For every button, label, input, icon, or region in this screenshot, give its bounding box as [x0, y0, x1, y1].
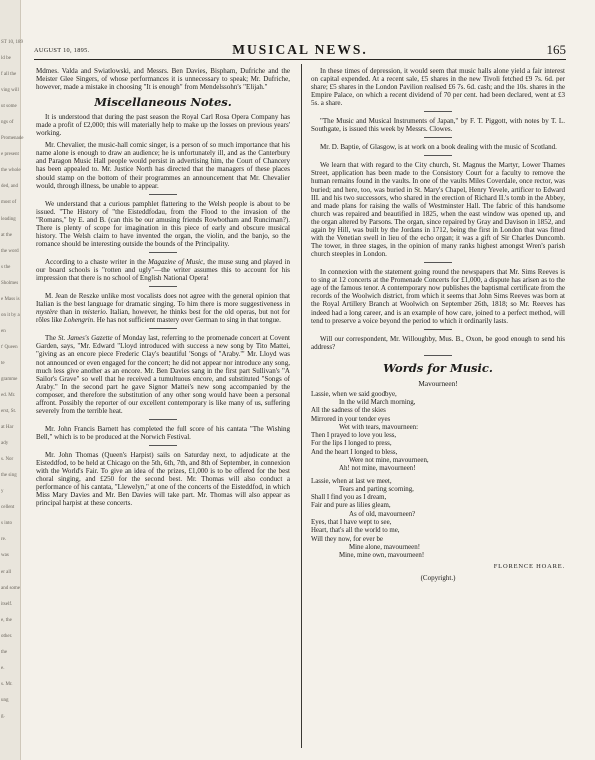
adjacent-page-edge	[0, 0, 24, 760]
edge-fragment: the whole	[1, 168, 21, 174]
divider	[424, 111, 452, 112]
edge-fragment: s. Mr.	[1, 681, 13, 687]
note-magazine-of-music: According to a chaste writer in the Magazine of Music, the muse sung and played in our board schools is "rotten and ugly"—the writer assumes this to account for his impression that there is no school of English National Opera!	[36, 257, 290, 283]
divider	[424, 155, 452, 156]
poem-line: Mirrored in your tender eyes	[311, 415, 391, 423]
edge-fragment: g.	[1, 713, 5, 719]
page-header	[34, 41, 566, 60]
poem-line: Eyes, that I have wept to see,	[311, 519, 392, 527]
edge-fragment: itself.	[1, 601, 13, 607]
edge-fragment: at Har	[1, 425, 14, 431]
poem-line: All the sadness of the skies	[311, 407, 386, 415]
edge-fragment: ving will	[1, 88, 19, 94]
poem-title: Mavourneen!	[418, 378, 458, 388]
edge-fragment: most of	[1, 200, 17, 206]
section-heading-words-for-music: Words for Music.	[383, 360, 493, 375]
edge-fragment: ed. Mr.	[1, 393, 16, 399]
edge-fragment: s. Nor	[1, 457, 14, 463]
edge-fragment: re.	[1, 537, 7, 543]
edge-fragment: ST 10, 189	[1, 40, 23, 45]
poem-line: As of old, mavourneen?	[349, 510, 416, 518]
poem-line: Mine, mine own, mavourneen!	[339, 552, 425, 560]
edge-fragment: cellent	[1, 505, 15, 511]
divider	[424, 262, 452, 263]
poem-line: Then I prayed to love you less,	[311, 432, 397, 440]
poem-line: Were not mine, mavourneen,	[349, 456, 429, 464]
note-barnett: Mr. John Francis Barnett has completed the full score of his cantata "The Wishing Bell," which is to be produced at the Norwich Festival.	[36, 424, 290, 442]
divider	[424, 355, 452, 356]
edge-fragment: the	[1, 649, 8, 655]
poem-author: FLORENCE HOARE.	[493, 562, 565, 570]
poem-line: And the heart I longed to bless,	[311, 448, 398, 456]
note-st-james-gazette: The St. James's Gazette of Monday last, referring to the promenade concert at Covent Garden, says, "Mr. Edward "Lloyd introduced with success a new song by Tito Mattei, "giving as an encore piece Frederic Clay's beautiful 'Songs of "Araby.'" Mr. Lloyd was not announced or even engaged for the concert; he did not appear nor introduce any song, much less give another as an encore. Mr. Ben Davies sang in the first part Sullivan's "A Sailor's Grave" so well that he received a tumultuous encore, and substituted "Songs of Araby." In the second part he gave Signor Mattei's new song accompanied by the composer, and therefore the substitution of any other song would have been a personal affront. Possibly the reporter of our excellent contemporary is like many of us, suffering severely from the terrible heat.	[36, 334, 290, 415]
edge-fragment: ut some	[1, 104, 17, 110]
edge-fragment: at the	[1, 232, 12, 238]
column-rule	[301, 64, 302, 748]
divider	[424, 137, 452, 138]
poem-line: Heart, that's all the world to me,	[311, 527, 400, 535]
edge-fragment: e Mass is	[1, 296, 20, 302]
divider	[149, 252, 177, 253]
edge-fragment: Sholmes	[1, 280, 19, 286]
edge-fragment: erst, St.	[1, 409, 17, 415]
copyright-notice: (Copyright.)	[420, 573, 456, 582]
edge-fragment: er all	[1, 569, 12, 575]
poem-line: Wet with tears, mavourneen:	[339, 423, 419, 431]
divider	[424, 329, 452, 330]
issue-date: AUGUST 10, 1895.	[34, 47, 90, 54]
note-chevalier: Mr. Chevalier, the music-hall comic singer, is a person of so much importance that his name alone is enough to draw an audience; he is unfortunately ill, and as the Canterbury and Paragon Music Hall people would persist in advertising him, the Court of Chancery has been appealed to. Mr. Justice North has directed that the managers of these places should stamp on the bottom of their programmes an announcement that Mr. Chevalier would, through illness, be unable to appear.	[36, 141, 290, 190]
edge-fragment: was	[1, 553, 9, 559]
masthead-title: MUSICAL NEWS.	[232, 42, 368, 57]
edge-fragment: gramme	[1, 376, 18, 382]
divider	[149, 419, 177, 420]
note-baptie: Mr. D. Baptie, of Glasgow, is at work on a book dealing with the music of Scotland.	[320, 143, 557, 152]
note-eisteddfodau: We understand that a curious pamphlet flattering to the Welsh people is about to be issued. "The History of "the Eisteddfodau, from the Flood to the invasion of the "Romans," by E. and B. (can this be our amusing friends Rowbotham and Runciman?). There is plenty of scope for imagination in this piece of early and obscure musical history. The Welsh claim to have invented the organ, the violin, and the banjo, so the romance should be interesting outside the bounds of the Principality.	[36, 199, 290, 248]
continued-paragraph: Mdmes. Valda and Swiatlowski, and Messrs. Ben Davies, Bispham, Dufriche and the Meister Glee Singers, of whose performances it is unnecessary to speak; Mr. Dufriche, however, made a mistake in choosing "It is enough" from Mendelssohn's "Elijah."	[36, 67, 290, 92]
note-st-magnus: We learn that with regard to the City church, St. Magnus the Martyr, Lower Thames Street, application has been made to the Consistory Court for a faculty to remove the human remains found in the vaults. In one of the vaults Miles Coverdale, once rector, was buried; and here, too, was buried in St. Mary's Chapel, Henry Yevele, artificer to Edward III. and his two successors, who shared in the erection of Richard II.'s tomb in the Abbey, and made plans for raising the walls of Westminster Hall. The fabric of this handsome church was repaired and beautified in 1825, when the east window was opened up, and the organ altered by Parsons. The organ, since repaired by Gray and Davison in 1852, and again by Hill, was built by the Jordans in 1712, being the first in London that was fitted with the Venetian swell in lieu of the echo organ; it was a gift of Sir Charles Duncomb. The tower, in three stages, in the opinion of many ranks highest amongst Wren's parish church steeples in London.	[311, 161, 565, 259]
poem-line: For the lips I longed to press,	[311, 440, 392, 448]
edge-fragment: ld be	[1, 56, 11, 62]
poem-line: Lassie, when at last we meet,	[311, 477, 392, 485]
poem-line: In the wild March morning,	[339, 398, 416, 406]
divider	[149, 194, 177, 195]
edge-fragment: ady	[1, 441, 9, 447]
poem-line: Ah! not mine, mavourneen!	[339, 465, 416, 473]
left-column	[36, 67, 290, 511]
divider	[149, 328, 177, 329]
edge-fragment: y	[1, 489, 4, 495]
note-sims-reeves: In connexion with the statement going round the newspapers that Mr. Sims Reeves is to sing at 12 concerts at the Promenade Concerts for £1,000, a dispute has arisen as to the age of the famous tenor. A contemporary now publishes the baptismal certificate from the records of the Woolwich district, from which it seems that John Sims Reeves was born at the Royal Artillery Branch at Woolwich on September 26th, 1818; so Mr. Reeves has indeed had a long career, and is an example of how care, joined to a perfect method, will tend to preserve a voice beyond the period to which it ordinarily lasts.	[311, 268, 565, 325]
edge-fragment: f all the	[1, 72, 17, 78]
edge-fragment: e, the	[1, 617, 12, 623]
note-willoughby: Will our correspondent, Mr. Willoughby, Mus. B., Oxon, be good enough to send his address?	[311, 334, 565, 351]
edge-fragment: e.	[1, 665, 5, 671]
note-music-halls: In these times of depression, it would seem that music halls alone yield a fair interest on capital expended. At a recent sale, £5 shares in the new Tivoli fetched £9 7s. 6d. per share; £5 shares in the London Pavilion realised £6 7s. 6d. cash; and the 10s. shares in the Empire Palace, on which a recent dividend of 70 per cent. had been declared, went at £3 5s. a share.	[311, 67, 565, 108]
edge-fragment: t' Queen	[1, 344, 18, 350]
poem-line: Lassie, when we said goodbye,	[311, 390, 397, 398]
edge-fragment: s the	[1, 264, 11, 270]
edge-fragment: ded, and	[1, 184, 18, 190]
divider	[149, 286, 177, 287]
edge-fragment: on it by a	[1, 312, 20, 318]
right-column	[311, 67, 565, 582]
edge-fragment: other.	[1, 633, 13, 639]
edge-fragment: the word	[1, 248, 19, 254]
edge-fragment: s into	[1, 521, 12, 527]
divider	[149, 445, 177, 446]
page-number: 165	[546, 42, 566, 57]
edge-fragment: leading	[1, 216, 16, 222]
note-de-reszke: M. Jean de Reszke unlike most vocalists does not agree with the general opinion that Italian is the best language for dramatic singing. To him there is more suggestiveness in mystère than in misterio. Italian, however, he thinks best for the old operas, but not for rôles like Lohengrin. He has not sufficient mastery over German to sing in that tongue.	[36, 292, 290, 325]
poem-line: Fair and pure as lilies gleam,	[311, 502, 391, 510]
edge-fragment: te	[1, 360, 5, 366]
edge-fragment: en	[1, 328, 6, 334]
poem	[311, 391, 565, 561]
edge-fragment: ung	[1, 697, 9, 703]
edge-fragment: e present	[1, 152, 19, 158]
section-heading-miscellaneous: Miscellaneous Notes.	[94, 95, 232, 110]
edge-fragment: ngs of	[1, 120, 14, 126]
poem-line: Tears and parting scorning,	[339, 485, 414, 493]
edge-fragment: Promenade	[1, 136, 24, 142]
poem-line: Mine alone, mavourneen!	[349, 543, 420, 551]
edge-fragment: and some	[1, 585, 21, 591]
poem-line: Shall I find you as I dream,	[311, 494, 387, 502]
note-carl-rosa: It is understood that during the past season the Royal Carl Rosa Opera Company has made a profit of £2,000; this will materially help to make up the losses on previous years' working.	[36, 113, 290, 138]
note-john-thomas: Mr. John Thomas (Queen's Harpist) sails on Saturday next, to adjudicate at the Eisteddfod, to be held at Chicago on the 5th, 6th, 7th, and 8th of September, in connexion with the World's Fair. To give an idea of the prizes, £1,000 is to be offered for the best choral singing, and £250 for the second best. Mr. Thomas will also conduct a performance of his cantata, "Llewelyn," at one of the concerts of the Eisteddfod, in which Miss Mary Davies and Mr. Ben Davies will take part. Mr. Thomas will also appear as principal harpist at these concerts.	[36, 451, 290, 508]
note-japan-book: "The Music and Musical Instruments of Japan," by F. T. Piggott, with notes by T. L. Southgate, is issued this week by Messrs. Clowes.	[311, 117, 565, 134]
poem-line: Will they now, for ever be	[311, 535, 383, 543]
edge-fragment: the sing	[1, 473, 17, 479]
